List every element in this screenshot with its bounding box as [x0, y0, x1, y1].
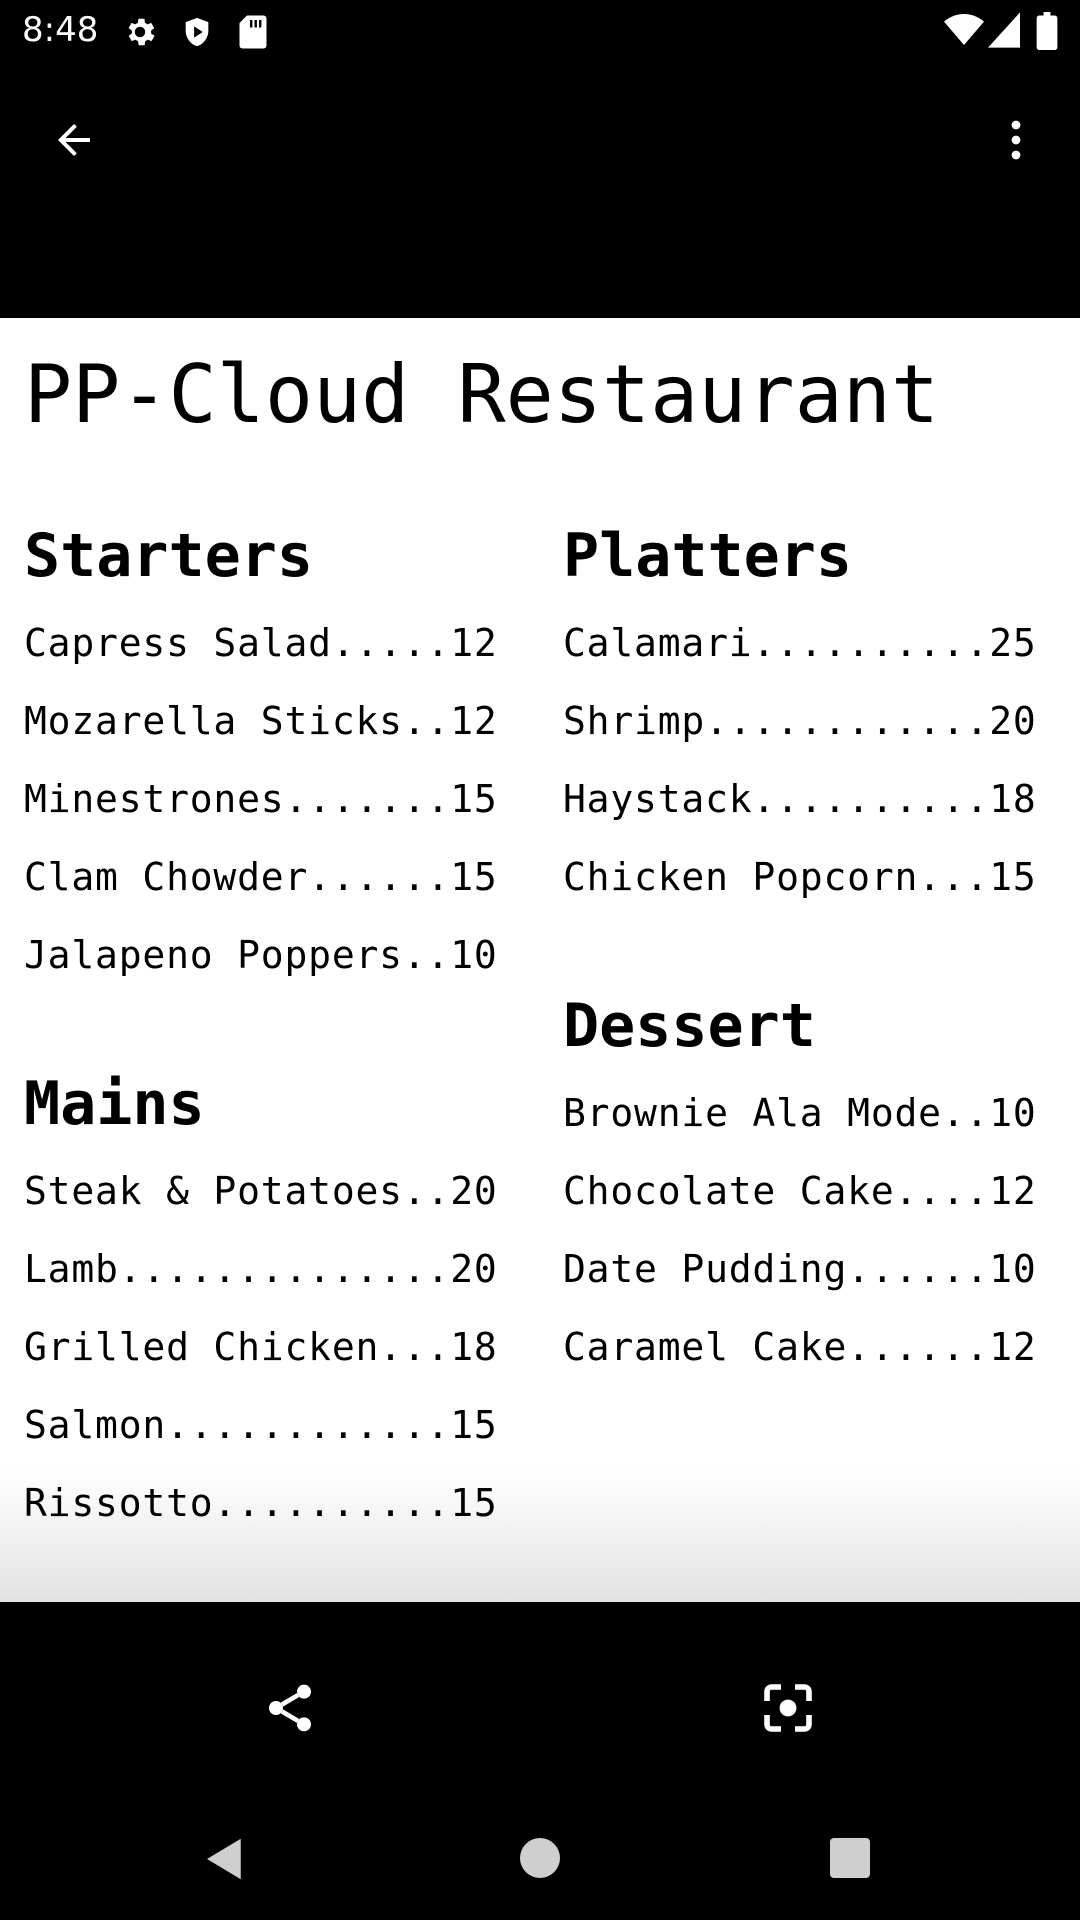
section-heading: Mains [24, 1069, 205, 1139]
section-platters [563, 521, 1037, 916]
system-nav-bar [0, 1802, 1080, 1920]
sd-card-icon [238, 14, 268, 54]
menu-item: Salmon............15 [24, 1403, 498, 1447]
lens-button[interactable] [752, 1672, 824, 1744]
menu-item: Grilled Chicken...18 [24, 1325, 498, 1369]
section-dessert [563, 991, 1037, 1386]
menu-item: Steak & Potatoes..20 [24, 1169, 498, 1213]
menu-item: Capress Salad.....12 [24, 621, 498, 665]
settings-icon [122, 14, 158, 54]
lens-icon [760, 1680, 816, 1736]
share-icon [262, 1680, 318, 1736]
shield-icon [180, 14, 214, 54]
menu-item: Chocolate Cake....12 [563, 1169, 1037, 1213]
action-bar [0, 1602, 1080, 1802]
menu-item: Minestrones.......15 [24, 777, 498, 821]
more-options-button[interactable] [980, 104, 1052, 176]
battery-icon [1036, 12, 1058, 54]
menu-item: Mozarella Sticks..12 [24, 699, 498, 743]
nav-home-icon[interactable] [520, 1838, 560, 1878]
menu-item: Caramel Cake......12 [563, 1325, 1037, 1369]
section-heading: Platters [563, 521, 852, 591]
menu-title: PP-Cloud Restaurant [24, 348, 940, 441]
menu-item: Shrimp............20 [563, 699, 1037, 743]
app-bar [0, 64, 1080, 318]
section-heading: Starters [24, 521, 313, 591]
nav-back-icon[interactable] [198, 1832, 252, 1886]
menu-item: Haystack..........18 [563, 777, 1037, 821]
arrow-back-icon [50, 116, 98, 164]
back-button[interactable] [38, 104, 110, 176]
nav-recents-icon[interactable] [830, 1838, 870, 1878]
menu-item: Lamb..............20 [24, 1247, 498, 1291]
menu-item: Calamari..........25 [563, 621, 1037, 665]
menu-item: Date Pudding......10 [563, 1247, 1037, 1291]
signal-icon [988, 12, 1020, 52]
section-starters [24, 521, 498, 994]
more-vert-icon [992, 116, 1040, 164]
wifi-icon [944, 12, 984, 52]
section-mains [24, 1069, 498, 1542]
menu-item: Rissotto..........15 [24, 1481, 498, 1525]
status-time: 8:48 [22, 10, 99, 50]
status-bar [0, 0, 1080, 64]
menu-item: Jalapeno Poppers..10 [24, 933, 498, 977]
share-button[interactable] [254, 1672, 326, 1744]
menu-item: Brownie Ala Mode..10 [563, 1091, 1037, 1135]
menu-image[interactable] [0, 318, 1080, 1602]
section-heading: Dessert [563, 991, 816, 1061]
menu-item: Clam Chowder......15 [24, 855, 498, 899]
menu-item: Chicken Popcorn...15 [563, 855, 1037, 899]
